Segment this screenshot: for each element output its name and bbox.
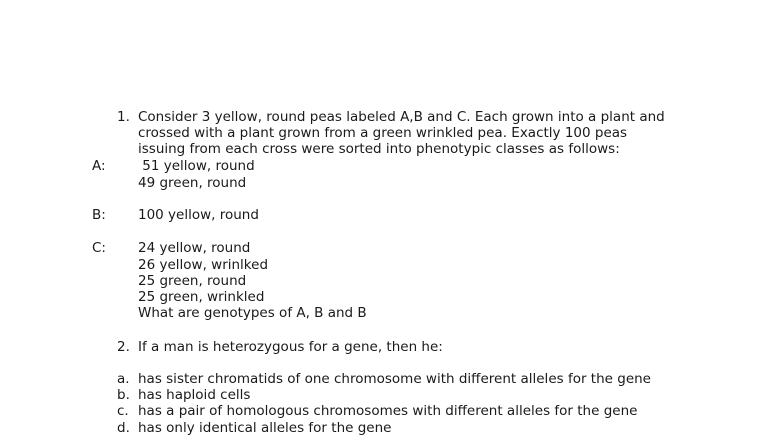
option-c-letter: c. — [117, 403, 129, 419]
group-a-line-1: 51 yellow, round — [138, 158, 255, 174]
group-b-line-1: 100 yellow, round — [138, 207, 259, 223]
question-1-number: 1. — [117, 109, 130, 125]
group-a-label: A: — [92, 158, 106, 174]
question-1-line-1: Consider 3 yellow, round peas labeled A,B and C. Each grown into a plant and — [138, 109, 665, 125]
option-a-letter: a. — [117, 371, 130, 387]
group-c-line-1: 24 yellow, round — [138, 240, 251, 256]
question-1-line-2: crossed with a plant grown from a green wrinkled pea. Exactly 100 peas — [138, 125, 628, 141]
option-d-letter: d. — [117, 420, 130, 436]
option-b-letter: b. — [117, 387, 130, 403]
question-1-line-3: issuing from each cross were sorted into phenotypic classes as follows: — [138, 141, 620, 157]
option-b-text: has haploid cells — [138, 387, 251, 403]
group-c-line-3: 25 green, round — [138, 273, 247, 289]
group-c-label: C: — [92, 240, 106, 256]
group-c-line-2: 26 yellow, wrinlked — [138, 257, 269, 273]
group-a-line-2: 49 green, round — [138, 175, 247, 191]
group-b-label: B: — [92, 207, 106, 223]
option-c-text: has a pair of homologous chromosomes with different alleles for the gene — [138, 403, 638, 419]
question-2-number: 2. — [117, 339, 130, 355]
option-d-text: has only identical alleles for the gene — [138, 420, 392, 436]
option-a-text: has sister chromatids of one chromosome with different alleles for the gene — [138, 371, 651, 387]
group-c-line-4: 25 green, wrinkled — [138, 289, 265, 305]
question-2-text: If a man is heterozygous for a gene, then he: — [138, 339, 443, 355]
question-1-prompt: What are genotypes of A, B and B — [138, 305, 367, 321]
